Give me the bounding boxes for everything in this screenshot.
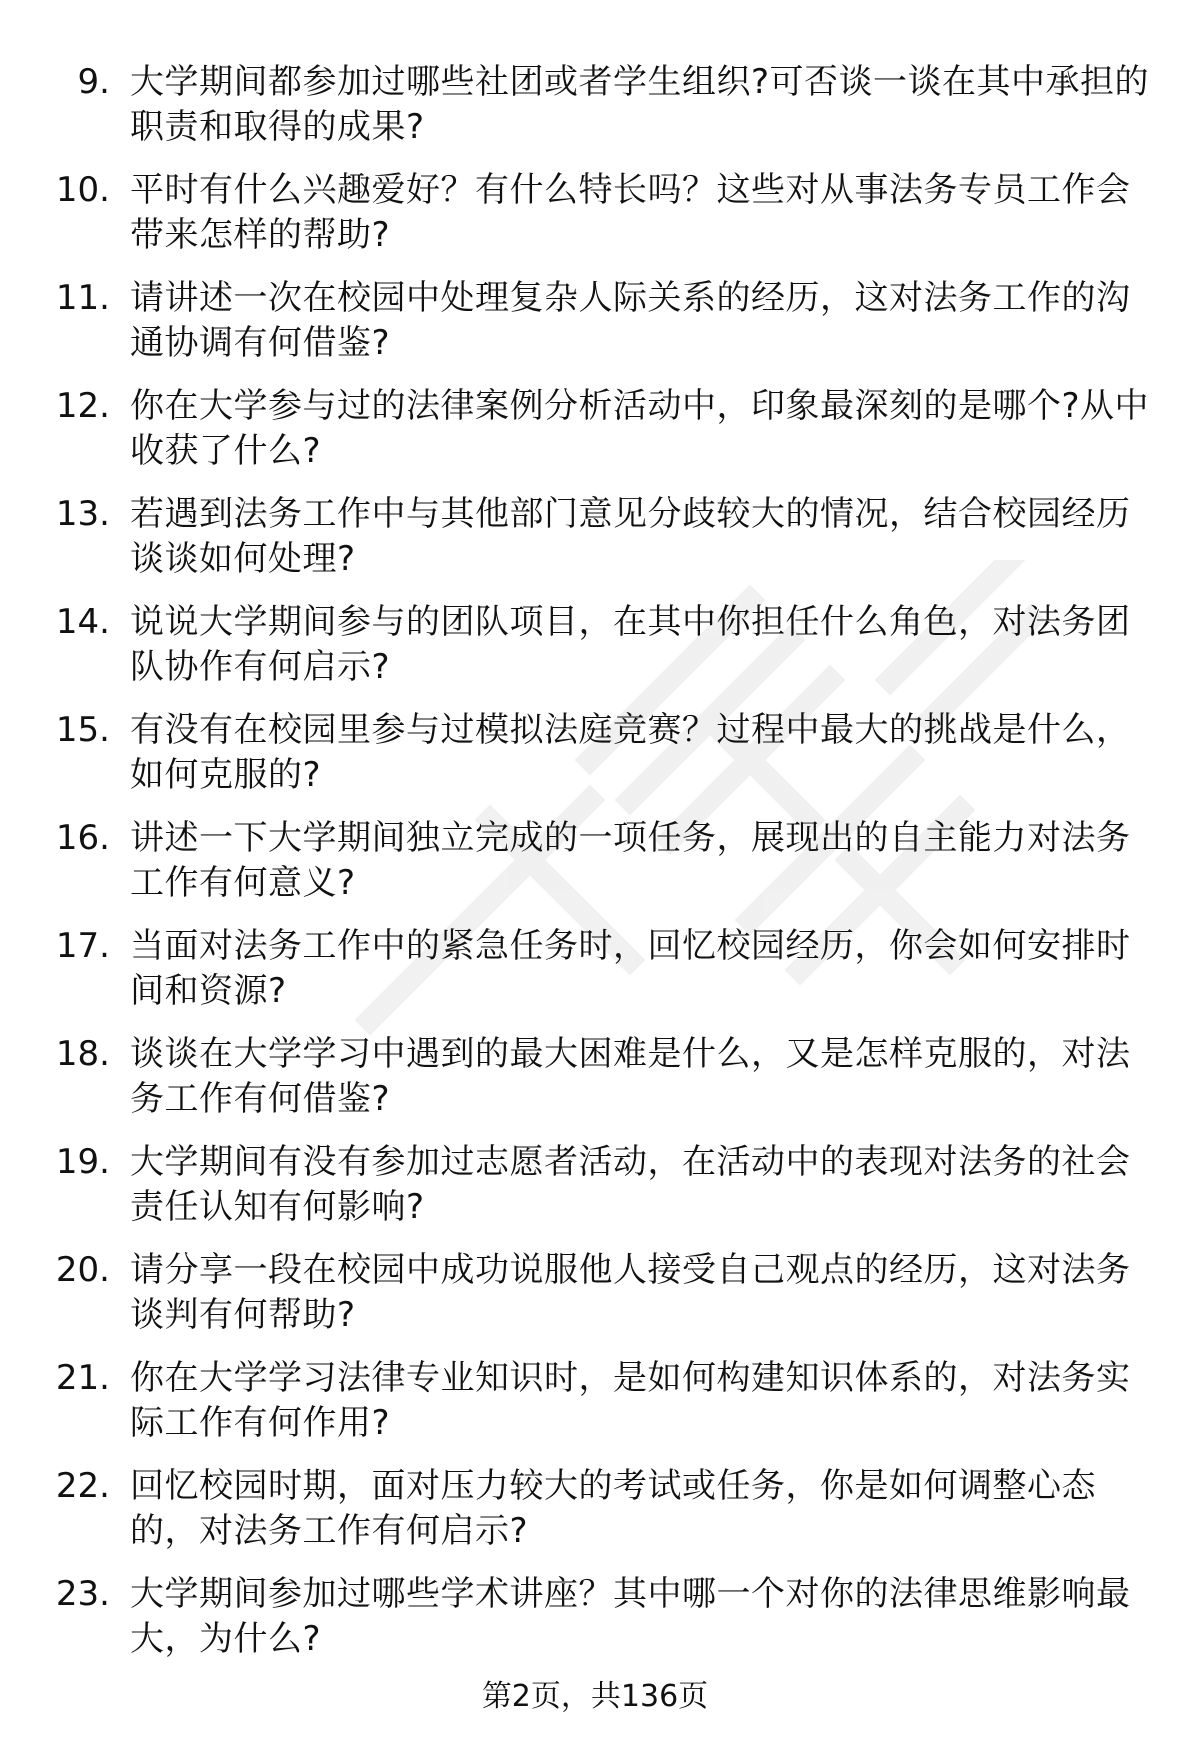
question-item (0, 484, 1190, 592)
question-number: 9. (77, 62, 110, 102)
question-text: 当面对法务工作中的紧急任务时，回忆校园经历，你会如何安排时间和资源? (130, 926, 1131, 1011)
question-item (0, 1456, 1190, 1564)
question-number: 21. (55, 1358, 110, 1398)
question-text: 请讲述一次在校园中处理复杂人际关系的经历，这对法务工作的沟通协调有何借鉴? (130, 278, 1131, 363)
question-number: 15. (55, 710, 110, 750)
question-text: 大学期间参加过哪些学术讲座？其中哪一个对你的法律思维影响最大，为什么? (130, 1574, 1131, 1659)
question-text: 有没有在校园里参与过模拟法庭竞赛？过程中最大的挑战是什么，如何克服的? (130, 710, 1131, 795)
question-number: 13. (55, 494, 110, 534)
question-text: 讲述一下大学期间独立完成的一项任务，展现出的自主能力对法务工作有何意义? (130, 818, 1131, 903)
question-item (0, 592, 1190, 700)
question-item (0, 1024, 1190, 1132)
question-item (0, 916, 1190, 1024)
question-item (0, 1348, 1190, 1456)
question-number: 12. (55, 386, 110, 426)
question-text: 大学期间有没有参加过志愿者活动，在活动中的表现对法务的社会责任认知有何影响? (130, 1142, 1131, 1227)
question-number: 10. (55, 170, 110, 210)
question-item (0, 700, 1190, 808)
question-number: 16. (55, 818, 110, 858)
question-number: 14. (55, 602, 110, 642)
question-text: 请分享一段在校园中成功说服他人接受自己观点的经历，这对法务谈判有何帮助? (130, 1250, 1131, 1335)
question-list (0, 52, 1190, 1672)
question-number: 23. (55, 1574, 110, 1614)
question-text: 回忆校园时期，面对压力较大的考试或任务，你是如何调整心态的，对法务工作有何启示? (130, 1466, 1096, 1551)
question-number: 11. (55, 278, 110, 318)
question-item (0, 268, 1190, 376)
page-footer: 第2页，共136页 (481, 1679, 709, 1714)
question-text: 说说大学期间参与的团队项目，在其中你担任什么角色，对法务团队协作有何启示? (130, 602, 1131, 687)
question-item (0, 808, 1190, 916)
question-text: 谈谈在大学学习中遇到的最大困难是什么，又是怎样克服的，对法务工作有何借鉴? (130, 1034, 1131, 1119)
question-number: 19. (55, 1142, 110, 1182)
question-text: 你在大学参与过的法律案例分析活动中，印象最深刻的是哪个?从中收获了什么? (130, 386, 1150, 471)
question-number: 18. (55, 1034, 110, 1074)
question-number: 17. (55, 926, 110, 966)
question-text: 你在大学学习法律专业知识时，是如何构建知识体系的，对法务实际工作有何作用? (130, 1358, 1131, 1443)
question-number: 20. (55, 1250, 110, 1290)
question-item (0, 160, 1190, 268)
question-item (0, 1240, 1190, 1348)
question-item (0, 376, 1190, 484)
question-item (0, 1564, 1190, 1672)
question-text: 大学期间都参加过哪些社团或者学生组织?可否谈一谈在其中承担的职责和取得的成果? (130, 62, 1150, 147)
question-item (0, 1132, 1190, 1240)
question-text: 若遇到法务工作中与其他部门意见分歧较大的情况，结合校园经历谈谈如何处理? (130, 494, 1131, 579)
question-text: 平时有什么兴趣爱好？有什么特长吗？这些对从事法务专员工作会带来怎样的帮助? (130, 170, 1131, 255)
question-item (0, 52, 1190, 160)
question-number: 22. (55, 1466, 110, 1506)
